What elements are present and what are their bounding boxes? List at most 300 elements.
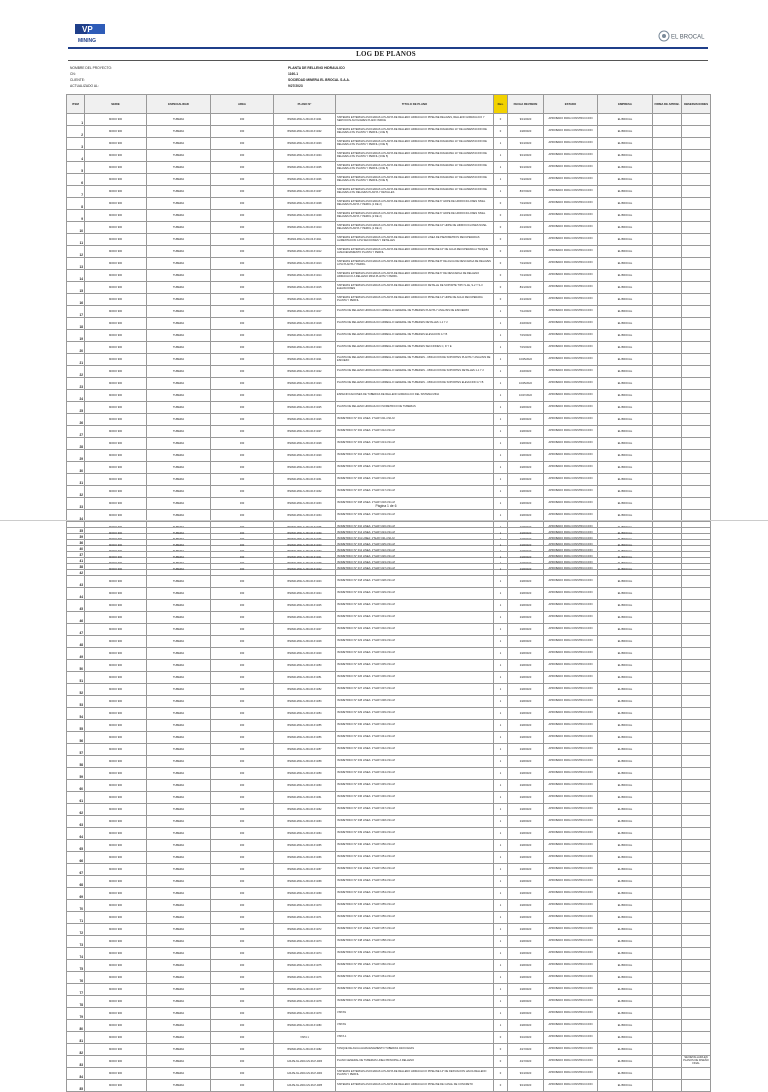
cell-plano: BS0600-MNG-S-330-06-P-4026 (274, 414, 336, 426)
cell-serie: MODO 900 (85, 648, 147, 660)
cell-item: 74 (67, 948, 85, 960)
table-row (67, 222, 711, 234)
cell-titulo: SISTEMAS EXTERNAS ASOCIADAS A PLANTA DE RELLENO HIDRAULICO PIPELINE DE CANAL DE CONCRETO (336, 1080, 494, 1092)
cell-area: 330 (211, 1044, 274, 1056)
cell-empresa: EL BROCAL (598, 306, 653, 318)
cell-rev: 1 (494, 510, 508, 522)
cell-firma (653, 576, 682, 588)
cell-serie: MODO 900 (85, 330, 147, 342)
cell-observaciones (682, 198, 711, 210)
cell-item: 84 (67, 1068, 85, 1080)
cell-item: 53 (67, 696, 85, 708)
cell-estado: APROBADO PARA CONSTRUCCION (544, 876, 598, 888)
col-header-plano: PLANO N° (274, 95, 336, 114)
cell-area: 330 (211, 912, 274, 924)
cell-observaciones (682, 390, 711, 402)
cell-estado: APROBADO PARA CONSTRUCCION (544, 828, 598, 840)
cell-titulo: ISOMETRICO N° 031 LINEA: 1"SLRY-041-CS1-M (336, 732, 494, 744)
cell-fecha: 7/15/2023 (508, 330, 544, 342)
cell-area: 330 (211, 1068, 274, 1080)
cell-titulo: ISOMETRICO N° 051 LINEA: 1"SLRY-061-CS1-M (336, 972, 494, 984)
cell-estado: APROBADO PARA CONSTRUCCION (544, 1068, 598, 1080)
cell-empresa: EL BROCAL (598, 816, 653, 828)
cell-item: 25 (67, 402, 85, 414)
cell-serie: MODO 900 (85, 426, 147, 438)
cell-firma (653, 588, 682, 600)
cell-rev: 1 (494, 576, 508, 588)
cell-especialidad: TUBERIA (147, 780, 211, 792)
cell-especialidad: TUBERIA (147, 1032, 211, 1044)
cell-especialidad: TUBERIA (147, 210, 211, 222)
cell-empresa: EL BROCAL (598, 696, 653, 708)
cell-titulo: ISOMETRICO N° 015 LINEA: 1"SLRY-025-CS1-M (336, 540, 494, 552)
cell-serie: MODO 900 (85, 588, 147, 600)
cell-item: 70 (67, 900, 85, 912)
cell-plano: BS0600-MNG-S-330-06-P-4035 (274, 522, 336, 534)
cell-titulo: SISTEMAS EXTERNAS ASOCIADAS A PLANTA DE RELLENO HIDRAULICO LINEA DE PIEZOMETROS RECUPERADAS ALIMENTACION A PH SECCIONES Y DETALLES (336, 234, 494, 246)
cell-especialidad: TUBERIA (147, 960, 211, 972)
cell-item: 56 (67, 732, 85, 744)
cell-especialidad: TUBERIA (147, 426, 211, 438)
cell-item: 24 (67, 390, 85, 402)
cell-especialidad: TUBERIA (147, 498, 211, 510)
cell-fecha: 2/28/2023 (508, 840, 544, 852)
cell-especialidad: TUBERIA (147, 510, 211, 522)
cell-titulo: ISOMETRICO N° 040 LINEA: 1"SLRY-050-CS1-M (336, 840, 494, 852)
cell-empresa: EL BROCAL (598, 768, 653, 780)
cell-empresa: EL BROCAL (598, 888, 653, 900)
cell-estado: APROBADO PARA CONSTRUCCION (544, 924, 598, 936)
table-row (67, 768, 711, 780)
cell-item: 9 (67, 210, 85, 222)
table-row (67, 1044, 711, 1056)
cell-observaciones (682, 402, 711, 414)
cell-area: 330 (211, 246, 274, 258)
cell-especialidad: TUBERIA (147, 948, 211, 960)
cell-observaciones (682, 174, 711, 186)
cell-plano: BS0600-MNG-S-330-06-P-4034 (274, 510, 336, 522)
cell-area: 330 (211, 330, 274, 342)
cell-estado: APROBADO PARA CONSTRUCCION (544, 780, 598, 792)
cell-observaciones (682, 1020, 711, 1032)
table-row (67, 564, 711, 576)
cell-rev: 1 (494, 708, 508, 720)
cell-rev: 1 (494, 540, 508, 552)
cell-rev: 1 (494, 828, 508, 840)
cell-especialidad: TUBERIA (147, 552, 211, 564)
cell-plano: BS0600-MNG-S-330-06-P-4082 (274, 1044, 336, 1056)
cell-serie: MODO 900 (85, 804, 147, 816)
cell-observaciones (682, 708, 711, 720)
cell-observaciones (682, 696, 711, 708)
cell-titulo: ISOMETRICO N° 006 LINEA: 1"SLRY-016-CS1-M (336, 474, 494, 486)
cell-especialidad: TUBERIA (147, 450, 211, 462)
cell-area: 330 (211, 840, 274, 852)
cell-area: 330 (211, 378, 274, 390)
cell-especialidad: TUBERIA (147, 672, 211, 684)
cell-estado: APROBADO PARA CONSTRUCCION (544, 1020, 598, 1032)
table-body (67, 528, 711, 1092)
cell-empresa: EL BROCAL (598, 720, 653, 732)
cell-fecha: 2/28/2023 (508, 684, 544, 696)
cell-firma (653, 270, 682, 282)
cell-item: 46 (67, 612, 85, 624)
cell-firma (653, 1008, 682, 1020)
cell-titulo: ISOMETRICO N° 018 LINEA: 1"SLRY-028-CS1-M (336, 576, 494, 588)
cell-item: 14 (67, 270, 85, 282)
cell-observaciones (682, 840, 711, 852)
cell-serie: MODO 900 (85, 720, 147, 732)
cell-item: 1 (67, 114, 85, 126)
cell-item: 18 (67, 318, 85, 330)
cell-titulo: ISOMETRICO N° 037 LINEA: 1"SLRY-047-CS1-M (336, 804, 494, 816)
cell-firma (653, 900, 682, 912)
table-row (67, 624, 711, 636)
table-row (67, 984, 711, 996)
cell-titulo: ISOMETRICO N° 012 LINEA: 1"SLRY-022-CS1-M (336, 546, 494, 558)
cell-firma (653, 984, 682, 996)
cell-item: 45 (67, 600, 85, 612)
cell-area: 330 (211, 696, 274, 708)
cell-fecha: 7/24/2023 (508, 258, 544, 270)
cell-plano: BS0600-MNG-S-330-06-P-4069 (274, 888, 336, 900)
cell-especialidad: TUBERIA (147, 306, 211, 318)
cell-observaciones (682, 366, 711, 378)
cell-titulo: ISOMETRICO N° 042 LINEA: 1"SLRY-052-CS1-M (336, 864, 494, 876)
cell-serie: MODO 900 (85, 198, 147, 210)
cell-fecha: 2/28/2023 (508, 576, 544, 588)
cell-titulo: ISOMETRICO N° 053 LINEA: 1"SLRY-063-CS1-M (336, 996, 494, 1008)
cell-rev: 1 (494, 948, 508, 960)
table-row (67, 684, 711, 696)
cell-estado: APROBADO PARA CONSTRUCCION (544, 900, 598, 912)
cell-fecha: 2/28/2023 (508, 438, 544, 450)
cell-observaciones (682, 1032, 711, 1044)
cell-rev: 1 (494, 426, 508, 438)
cell-titulo: SISTEMAS EXTERNAS ASOCIADAS A PLANTA DE RELLENO HIDRAULICO PIPELINE DIAGRAMA 14" DE ALIMENTACION DE RELAVES A PH PLANTA Y PERFIL (4 DE 5) (336, 162, 494, 174)
col-header-titulo: TITULO DE PLANO (336, 95, 494, 114)
cell-estado: APROBADO PARA CONSTRUCCION (544, 426, 598, 438)
cell-area: 330 (211, 1032, 274, 1044)
cell-estado: APROBADO PARA CONSTRUCCION (544, 708, 598, 720)
cell-titulo: PLANTA DE RELLENO HIDRAULICO ARREGLO GENERAL DE TUBERIAS ELEVACION A Y B (336, 330, 494, 342)
cell-estado: APROBADO PARA CONSTRUCCION (544, 624, 598, 636)
cell-especialidad: TUBERIA (147, 174, 211, 186)
cell-titulo: SISTEMAS EXTERNAS ASOCIADAS A PLANTA DE RELLENO HIDRAULICO PIPELINE DIAGRAMA 14" DE ALIMENTACION DE RELAVES A PH PLANTA Y PERFIL (5 DE 5) (336, 174, 494, 186)
cell-item: 68 (67, 876, 85, 888)
cell-plano: BS0600-MNG-S-330-06-P-4007 (274, 186, 336, 198)
cell-area: 330 (211, 864, 274, 876)
cell-area: 330 (211, 804, 274, 816)
cell-item: 17 (67, 306, 85, 318)
cell-item: 30 (67, 462, 85, 474)
cell-empresa: EL BROCAL (598, 804, 653, 816)
cell-empresa: EL BROCAL (598, 756, 653, 768)
cell-estado: APROBADO PARA CONSTRUCCION (544, 114, 598, 126)
cell-firma (653, 282, 682, 294)
cell-item: 27 (67, 426, 85, 438)
cell-serie: MODO 900 (85, 210, 147, 222)
cell-especialidad: TUBERIA (147, 150, 211, 162)
table-row (67, 354, 711, 366)
cell-area: 330 (211, 366, 274, 378)
cell-rev: 1 (494, 600, 508, 612)
cell-plano: BS0600-MNG-S-330-06-P-4033 (274, 498, 336, 510)
cell-observaciones (682, 612, 711, 624)
cell-empresa: EL BROCAL (598, 186, 653, 198)
cell-estado: APROBADO PARA CONSTRUCCION (544, 1080, 598, 1092)
cell-serie: MODO 900 (85, 1056, 147, 1068)
cell-firma (653, 624, 682, 636)
cell-titulo: SISTEMAS EXTERNAS ASOCIADAS A PLANTA DE RELLENO HIDRAULICO PIPELINE DIAGRAMA 14" DE ALIMENTACION DE RELAVES A PH PLANTA Y PERFIL (3 DE 5) (336, 150, 494, 162)
cell-item: 58 (67, 756, 85, 768)
cell-fecha: 2/28/2023 (508, 948, 544, 960)
cell-serie: MODO 900 (85, 510, 147, 522)
cell-serie: MODO 900 (85, 948, 147, 960)
cell-firma (653, 720, 682, 732)
cell-empresa: EL BROCAL (598, 114, 653, 126)
cell-plano: BS0600-MNG-S-330-06-P-4063 (274, 816, 336, 828)
cell-item: 64 (67, 828, 85, 840)
cell-estado: APROBADO PARA CONSTRUCCION (544, 150, 598, 162)
table-row (67, 114, 711, 126)
cell-observaciones (682, 354, 711, 366)
cell-especialidad: TUBERIA (147, 528, 211, 540)
cell-observaciones (682, 258, 711, 270)
cell-item: 34 (67, 510, 85, 522)
cell-plano: GOLPE-3G-2900-GIV-06-P-4085 (274, 1080, 336, 1092)
cell-estado: APROBADO PARA CONSTRUCCION (544, 246, 598, 258)
cell-fecha: 2/28/2023 (508, 648, 544, 660)
cell-empresa: EL BROCAL (598, 744, 653, 756)
cell-item: 37 (67, 546, 85, 558)
table-row (67, 126, 711, 138)
cell-estado: APROBADO PARA CONSTRUCCION (544, 732, 598, 744)
cell-plano: BS0600-MNG-S-330-06-P-4071 (274, 912, 336, 924)
cell-item: 8 (67, 198, 85, 210)
cell-fecha: 2/28/2023 (508, 888, 544, 900)
cell-rev: 1 (494, 414, 508, 426)
cell-empresa: EL BROCAL (598, 792, 653, 804)
table-row (67, 150, 711, 162)
cell-firma (653, 744, 682, 756)
cell-item: 15 (67, 282, 85, 294)
cell-estado: APROBADO PARA CONSTRUCCION (544, 318, 598, 330)
cell-plano: BS0600-MNG-S-330-06-P-4046 (274, 612, 336, 624)
cell-area: 330 (211, 564, 274, 576)
cell-item: 32 (67, 486, 85, 498)
cell-fecha: 7/12/2023 (508, 306, 544, 318)
cell-estado: APROBADO PARA CONSTRUCCION (544, 486, 598, 498)
cell-observaciones (682, 756, 711, 768)
table-row (67, 234, 711, 246)
table-row (67, 540, 711, 552)
cell-item: 85 (67, 1080, 85, 1092)
cell-titulo: ISOMETRICO N° 039 LINEA: 1"SLRY-049-CS1-M (336, 828, 494, 840)
col-header-item: ITEM (67, 95, 85, 114)
cell-estado: APROBADO PARA CONSTRUCCION (544, 744, 598, 756)
cell-serie: MODO 900 (85, 984, 147, 996)
cell-item: 22 (67, 366, 85, 378)
table-row (67, 1008, 711, 1020)
cell-empresa: EL BROCAL (598, 828, 653, 840)
cell-titulo: ISOMETRICO N° 009 LINEA: 1"SLRY-019-CS1-M (336, 510, 494, 522)
cell-titulo: ISOMETRICO N° 028 LINEA: 1"SLRY-038-CS1-M (336, 696, 494, 708)
cell-rev: 1 (494, 450, 508, 462)
table-row (67, 438, 711, 450)
cell-especialidad: TUBERIA (147, 1068, 211, 1080)
right-logo-text: EL BROCAL (671, 34, 705, 41)
cell-especialidad: TUBERIA (147, 828, 211, 840)
cell-rev: 1 (494, 558, 508, 570)
cell-empresa: EL BROCAL (598, 474, 653, 486)
cell-firma (653, 258, 682, 270)
table-row (67, 900, 711, 912)
cell-observaciones (682, 984, 711, 996)
cell-item: 12 (67, 246, 85, 258)
page-separator (0, 520, 768, 521)
cell-empresa: EL BROCAL (598, 342, 653, 354)
cell-area: 330 (211, 1008, 274, 1020)
cell-especialidad: TUBERIA (147, 900, 211, 912)
cell-titulo: VISTAS (336, 1008, 494, 1020)
cell-especialidad: TUBERIA (147, 588, 211, 600)
cell-titulo: SISTEMAS EXTERNAS ASOCIADAS A PLANTA DE RELLENO HIDRAULICO PIPELINE 12" HDPE DE AGUA RECUPERADA PLANTA Y PERFIL (336, 294, 494, 306)
cell-fecha: 2/28/2023 (508, 1008, 544, 1020)
el-brocal-logo-icon (658, 28, 710, 44)
cell-estado: APROBADO PARA CONSTRUCCION (544, 234, 598, 246)
cell-item: 57 (67, 744, 85, 756)
cell-item: 6 (67, 174, 85, 186)
cell-rev: 1 (494, 588, 508, 600)
cell-fecha: 2/28/2023 (508, 936, 544, 948)
cell-area: 330 (211, 342, 274, 354)
cell-serie: MODO 900 (85, 474, 147, 486)
cell-estado: APROBADO PARA CONSTRUCCION (544, 804, 598, 816)
cell-fecha: 9/13/2023 (508, 150, 544, 162)
table-row (67, 342, 711, 354)
cell-especialidad: TUBERIA (147, 1056, 211, 1068)
cell-estado: APROBADO PARA CONSTRUCCION (544, 540, 598, 552)
col-header-area: AREA (211, 95, 274, 114)
cell-empresa: EL BROCAL (598, 390, 653, 402)
cell-estado: APROBADO PARA CONSTRUCCION (544, 558, 598, 570)
cell-rev: 1 (494, 936, 508, 948)
cell-rev: 1 (494, 624, 508, 636)
cell-area: 330 (211, 768, 274, 780)
cell-rev: 0 (494, 198, 508, 210)
table-row (67, 636, 711, 648)
cell-estado: APROBADO PARA CONSTRUCCION (544, 936, 598, 948)
cell-area: 330 (211, 402, 274, 414)
table-row (67, 792, 711, 804)
cell-observaciones (682, 792, 711, 804)
table-row (67, 402, 711, 414)
cell-especialidad: TUBERIA (147, 720, 211, 732)
cell-item: 11 (67, 234, 85, 246)
table-row (67, 648, 711, 660)
cell-especialidad: TUBERIA (147, 486, 211, 498)
cell-fecha: 3/10/2023 (508, 1032, 544, 1044)
cell-rev: 1 (494, 174, 508, 186)
cell-firma (653, 450, 682, 462)
cell-rev: 1 (494, 996, 508, 1008)
cell-observaciones (682, 426, 711, 438)
cell-observaciones (682, 912, 711, 924)
cell-titulo: ISOMETRICO N° 023 LINEA: 1"SLRY-033-CS1-M (336, 636, 494, 648)
cell-fecha: 2/28/2023 (508, 780, 544, 792)
table-row (67, 246, 711, 258)
cell-plano: BS0600-MNG-S-330-06-P-4030 (274, 462, 336, 474)
cell-titulo: ISOMETRICO N° 022 LINEA: 1"SLRY-032-CS1-M (336, 624, 494, 636)
col-header-estado: ESTADO (544, 95, 598, 114)
cell-area: 330 (211, 498, 274, 510)
cell-serie: MODO 900 (85, 1080, 147, 1092)
cell-especialidad: TUBERIA (147, 624, 211, 636)
cell-item: 23 (67, 378, 85, 390)
cell-estado: APROBADO PARA CONSTRUCCION (544, 564, 598, 576)
cell-area: 330 (211, 474, 274, 486)
left-logo-text: MINING (78, 38, 97, 44)
cell-firma (653, 1032, 682, 1044)
cell-area: 330 (211, 888, 274, 900)
cell-rev: 0 (494, 1080, 508, 1092)
cell-item: 50 (67, 660, 85, 672)
cell-plano: BS0600-MNG-S-330-06-P-4047 (274, 624, 336, 636)
cell-plano: BS0600-MNG-S-330-06-P-4052 (274, 684, 336, 696)
cell-plano: BS0600-MNG-S-330-06-P-4005 (274, 162, 336, 174)
cell-item: 42 (67, 564, 85, 576)
cell-rev: 1 (494, 354, 508, 366)
cell-rev: 1 (494, 672, 508, 684)
cell-especialidad: TUBERIA (147, 840, 211, 852)
cell-item: 20 (67, 342, 85, 354)
cell-firma (653, 294, 682, 306)
cell-plano: BS0600-MNG-S-330-06-P-4076 (274, 972, 336, 984)
cell-estado: APROBADO PARA CONSTRUCCION (544, 390, 598, 402)
cell-fecha: 2/28/2023 (508, 534, 544, 546)
cell-fecha: 2/28/2023 (508, 924, 544, 936)
cell-rev: 1 (494, 648, 508, 660)
cell-rev: 1 (494, 306, 508, 318)
table-row (67, 486, 711, 498)
cell-plano: BS0600-MNG-S-330-06-P-4049 (274, 648, 336, 660)
cell-plano: BS0600-MNG-S-330-06-P-4022 (274, 366, 336, 378)
cell-area: 330 (211, 588, 274, 600)
cell-empresa: EL BROCAL (598, 660, 653, 672)
cell-titulo: ISOMETRICO N° 007 LINEA: 1"SLRY-017-CS1-M (336, 486, 494, 498)
cell-serie: MODO 900 (85, 636, 147, 648)
cell-empresa: EL BROCAL (598, 522, 653, 534)
cell-firma (653, 660, 682, 672)
cell-area: 330 (211, 744, 274, 756)
cell-titulo: ISOMETRICO N° 044 LINEA: 1"SLRY-054-CS1-M (336, 888, 494, 900)
cell-area: 330 (211, 1020, 274, 1032)
cell-area: 330 (211, 948, 274, 960)
cell-estado: APROBADO PARA CONSTRUCCION (544, 996, 598, 1008)
cell-plano: BS0600-MNG-S-330-06-P-4006 (274, 174, 336, 186)
cell-empresa: EL BROCAL (598, 1056, 653, 1068)
meta-value: 9/27/2023 (288, 84, 303, 88)
cell-observaciones (682, 852, 711, 864)
cell-firma (653, 960, 682, 972)
cell-item: 7 (67, 186, 85, 198)
cell-plano: BS0600-MNG-S-330-06-P-4043 (274, 576, 336, 588)
cell-rev: 1 (494, 150, 508, 162)
cell-observaciones (682, 138, 711, 150)
cell-plano: BS0600-MNG-S-330-06-P-4057 (274, 744, 336, 756)
cell-fecha: 2/28/2023 (508, 792, 544, 804)
